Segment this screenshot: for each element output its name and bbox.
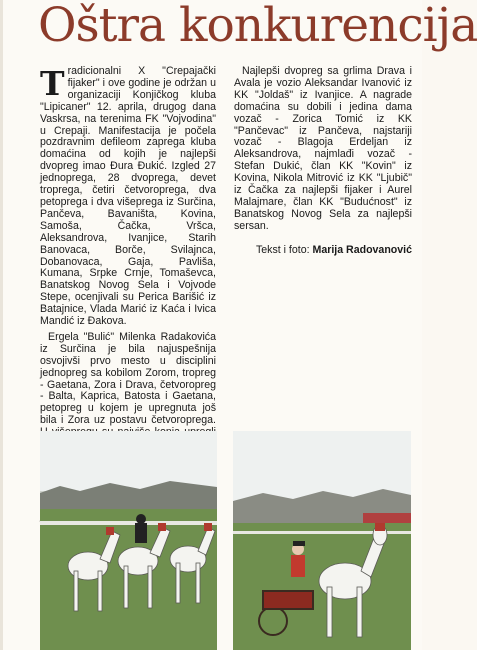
- paragraph-2-text: Ergela "Bulić" Milenka Radakovića iz Surčina je bila najuspešnija osvojivši prvo mesto u disciplini jednopreg sa kobilom Zorom, tropreg - Gaetana, Zora i Drava, četvoropreg - Balta, Kaprica, Batosta i Gaetana, petopreg u kojem je upregnuta još bila i Zora uz postavu četvoroprega.: [40, 330, 216, 427]
- paragraph-1-text: radicionalni X "Crepajački fijaker" i ove godine je održan u organizaciji Konjičkog kluba "Lipicaner" 12. aprila, drugog dana Vaskrsa, na terenima FK "Vojvodina" u Crepaji. Manifestacija je počela pozdravnim defileom zaprega kluba domaćina od kojih je najlepši dvopreg imao Đura Đukić. Izgled 27 jednoprega, 28 dvoprega, devet troprega, četiri četvoroprega, dva petoprega i dva višeprega iz Surčina, Pančeva, Bavaništa, Kovina, Samoša, Čačka, Vršca, Aleksandrova, Ivanjice, Starih Banovaca, Borče, Svilajnca, Dobanovaca, Gaja, Pavliša, Kumana, Srpke Crnje, Tomaševca, Banatskog Novog Sela i Vojvode Stepe, ocenjivali su Perica Barišić iz Batajnice, Vlada Marić iz Kaća i Ivica Mandić iz Đakova.: [40, 65, 216, 328]
- carriage-photo-illustration: [40, 431, 217, 650]
- article-headline: Oštra konkurencija: [38, 0, 477, 53]
- drop-cap: T: [40, 64, 65, 103]
- article-paragraph-3: [234, 66, 412, 233]
- paragraph-3-text: Najlepši dvopreg sa grlima Drava i Avala je vozio Aleksandar Ivanović iz KK "Joldaš" iz Ivanjice. A nagrade domaćina su dobili i jedina dama vozač - Zorica Tomić iz KK "Pančevac" iz Pančeva, najstariji vozač - Blagoja Erdeljan iz Aleksandrova, najmlađi vozač - Stefan Dukić, član KK "Kovin" iz Kovina, Nikola Mitrović iz KK "Ljubič" iz Čačka za najlepši fijaker i Aurel Malajmare, član KK "Budućnost" iz Banatskog Novog Sela za najlepši sersan.: [234, 65, 412, 232]
- photo-credit: [234, 245, 412, 257]
- credit-prefix: Tekst i foto:: [255, 243, 310, 256]
- single-horse-photo-illustration: [233, 431, 411, 650]
- page-edge: [0, 0, 3, 650]
- photo-single-horse-carriage: [233, 431, 411, 650]
- article-paragraph-1: [40, 66, 216, 328]
- photo-four-horse-carriage: [40, 431, 217, 650]
- article-column-right: [234, 66, 412, 257]
- credit-author: Marija Radovanović: [312, 243, 412, 256]
